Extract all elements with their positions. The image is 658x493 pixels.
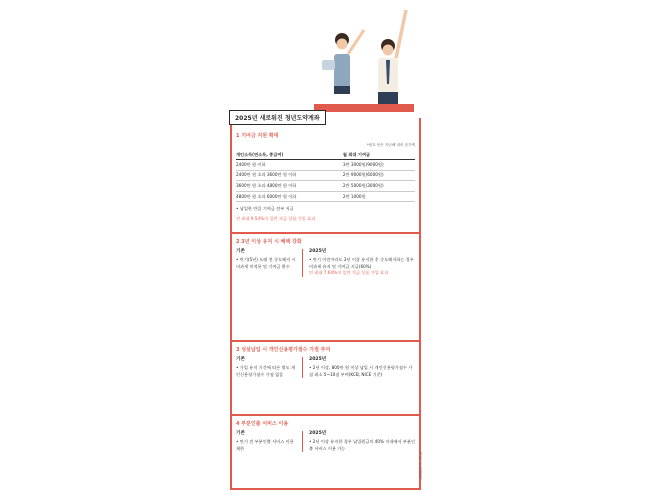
- before-label: 기존: [236, 249, 245, 254]
- before-text: • 가입 유지 기간에 따른 별도 개인신용평가점수 가점 없음: [236, 364, 295, 377]
- table-row: [236, 160, 415, 171]
- section-partial-withdrawal: [236, 420, 415, 452]
- divider: [232, 232, 419, 234]
- table-row: [236, 170, 415, 181]
- cell-max: 2만 9000원(6000원): [343, 170, 415, 181]
- table-row: [236, 191, 415, 202]
- after-column: [309, 357, 415, 378]
- before-text: • 만기(5년) 도래 전 중도해지 시 비과세 미적용 및 기여금 환수: [236, 256, 296, 269]
- celebrating-people-illustration: [300, 0, 430, 112]
- section-heading: 1 기여금 지원 확대: [236, 133, 279, 139]
- before-column: [236, 357, 303, 378]
- column-header-max: 월 최대 기여금: [343, 150, 415, 160]
- cell-income: 4800만 원 초과 6000만 원 이하: [236, 191, 343, 202]
- after-label: 2025년: [309, 431, 327, 436]
- section-contribution: [236, 132, 415, 222]
- after-text: • 2년 이상 유지한 경우 납입원금의 40% 이내에서 부분인출 서비스 이용 가능: [309, 438, 415, 451]
- section-heading: 4 부분인출 서비스 이용: [236, 421, 289, 427]
- after-column: [309, 431, 415, 452]
- source-credit: 자료: 금융위원회: [419, 452, 423, 480]
- divider: [232, 340, 419, 342]
- before-text: • 만기 전 부분인출 서비스 이용 제한: [236, 438, 294, 451]
- cell-max: 3만 3000원(9000원): [343, 160, 415, 171]
- contribution-table: [236, 150, 415, 202]
- after-label: 2025년: [309, 357, 327, 362]
- section-heading: 3 성실납입 시 개인신용평가점수 가점 부여: [236, 347, 331, 353]
- before-column: [236, 249, 303, 277]
- section-three-year: [236, 238, 415, 277]
- cell-max: 2만 1000원: [343, 191, 415, 202]
- column-header-income: 개인소득(연소득, 종급여): [236, 150, 343, 160]
- effect-text: 연 최대 9.54%의 일반 적금 상품 가입 효과: [236, 216, 316, 222]
- cell-max: 2만 5000원(3000원): [343, 181, 415, 192]
- cell-income: 2400만 원 초과 3600만 원 이하: [236, 170, 343, 181]
- after-text: • 만기 이전이라도 3년 이상 유지한 후 중도해지하는 경우 비과세 유지 및 기여금 지급(60%): [309, 256, 414, 269]
- before-label: 기존: [236, 431, 245, 436]
- note: *괄호 안은 지난해 대비 증가액: [366, 143, 415, 147]
- section-credit-score: [236, 346, 415, 378]
- after-effect: 연 최대 7.64%의 일반 적금 상품 가입 효과: [309, 270, 389, 276]
- page-title: 2025년 새로워진 청년도약계좌: [229, 110, 326, 125]
- after-label: 2025년: [309, 249, 327, 254]
- table-header-row: [236, 150, 415, 160]
- before-column: [236, 431, 303, 452]
- bullet-text: • 납입한 만큼 기여금 전부 지급: [236, 206, 294, 212]
- cell-income: 2400만 원 이하: [236, 160, 343, 171]
- section-heading: 2 3년 이상 유지 시 혜택 강화: [236, 239, 302, 245]
- after-text: • 2년 이상, 800만 원 이상 납입 시 개인신용평가점수 가점 최소 5~10점 부여(KCB, NICE 기준): [309, 364, 413, 377]
- table-row: [236, 181, 415, 192]
- after-column: [309, 249, 415, 277]
- infographic-frame: [230, 118, 421, 490]
- divider: [232, 414, 419, 416]
- before-label: 기존: [236, 357, 245, 362]
- cell-income: 3600만 원 초과 4800만 원 이하: [236, 181, 343, 192]
